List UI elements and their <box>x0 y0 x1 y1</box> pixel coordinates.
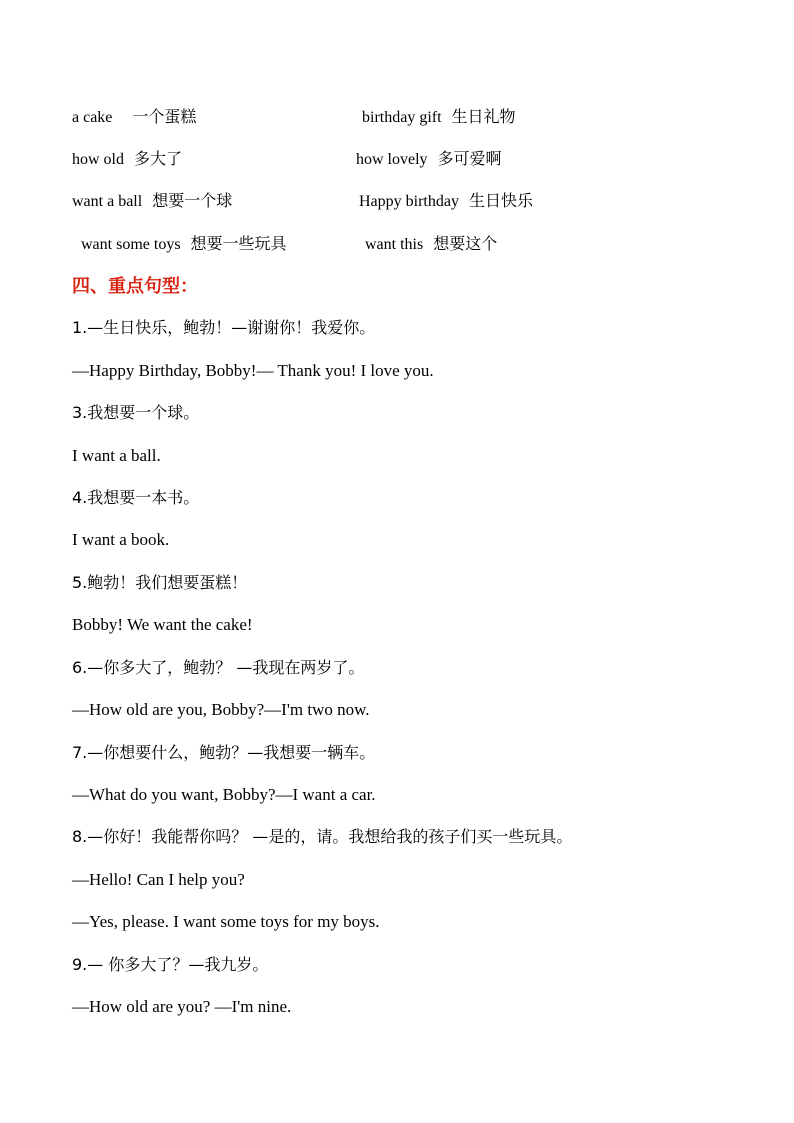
sentence-line: 8.—你好！我能帮你吗？ —是的，请。我想给我的孩子们买一些玩具。 <box>72 827 573 846</box>
sentence-line: I want a book. <box>72 530 170 549</box>
vocab-chinese: 想要一个球 <box>152 191 233 210</box>
vocab-right <box>356 147 502 172</box>
vocab-english: how old <box>72 151 124 168</box>
sentence-line: —Hello! Can I help you? <box>72 870 245 889</box>
vocab-row <box>0 105 794 129</box>
vocab-left <box>72 105 196 130</box>
vocab-row <box>0 147 794 171</box>
sentence-line: 6.—你多大了，鲍勃？ —我现在两岁了。 <box>72 658 365 677</box>
vocab-left <box>72 189 232 214</box>
vocab-row <box>0 232 794 256</box>
sentence-line: —How old are you? —I'm nine. <box>72 997 292 1016</box>
vocab-left <box>72 147 182 172</box>
sentence-line: —How old are you, Bobby?—I'm two now. <box>72 700 370 719</box>
section-heading: 四、重点句型： <box>72 276 198 297</box>
sentence-line: I want a ball. <box>72 446 161 465</box>
sentence-line: —Happy Birthday, Bobby!— Thank you! I love you. <box>72 361 434 380</box>
sentence-line: —Yes, please. I want some toys for my boys. <box>72 912 380 931</box>
sentence-line: 4.我想要一本书。 <box>72 488 200 507</box>
sentence-line: 1.—生日快乐，鲍勃！—谢谢你！我爱你。 <box>72 318 376 337</box>
vocab-english: birthday gift <box>362 109 442 126</box>
vocab-english: Happy birthday <box>359 193 459 210</box>
sentence-line: —What do you want, Bobby?—I want a car. <box>72 785 376 804</box>
vocab-right <box>365 232 497 257</box>
vocab-english: want some toys <box>81 236 181 253</box>
vocab-chinese: 生日礼物 <box>451 107 516 126</box>
vocab-english: want this <box>365 236 424 253</box>
vocab-english: how lovely <box>356 151 428 168</box>
sentence-line: 7.—你想要什么，鲍勃？—我想要一辆车。 <box>72 743 376 762</box>
vocab-chinese: 想要一些玩具 <box>190 234 287 253</box>
sentence-line: 5.鲍勃！我们想要蛋糕！ <box>72 573 248 592</box>
vocab-right <box>359 189 533 214</box>
sentence-line: 3.我想要一个球。 <box>72 403 200 422</box>
vocab-row <box>0 189 794 213</box>
vocab-right <box>362 105 516 130</box>
vocab-chinese: 一个蛋糕 <box>132 107 197 126</box>
vocab-chinese: 生日快乐 <box>468 191 533 210</box>
vocab-english: want a ball <box>72 193 143 210</box>
sentence-line: Bobby! We want the cake! <box>72 615 253 634</box>
vocab-chinese: 多可爱啊 <box>437 149 502 168</box>
vocab-left <box>81 232 287 257</box>
vocab-english: a cake <box>72 109 113 126</box>
vocab-chinese: 多大了 <box>134 149 183 168</box>
sentence-line: 9.— 你多大了？—我九岁。 <box>72 955 269 974</box>
vocab-chinese: 想要这个 <box>433 234 498 253</box>
